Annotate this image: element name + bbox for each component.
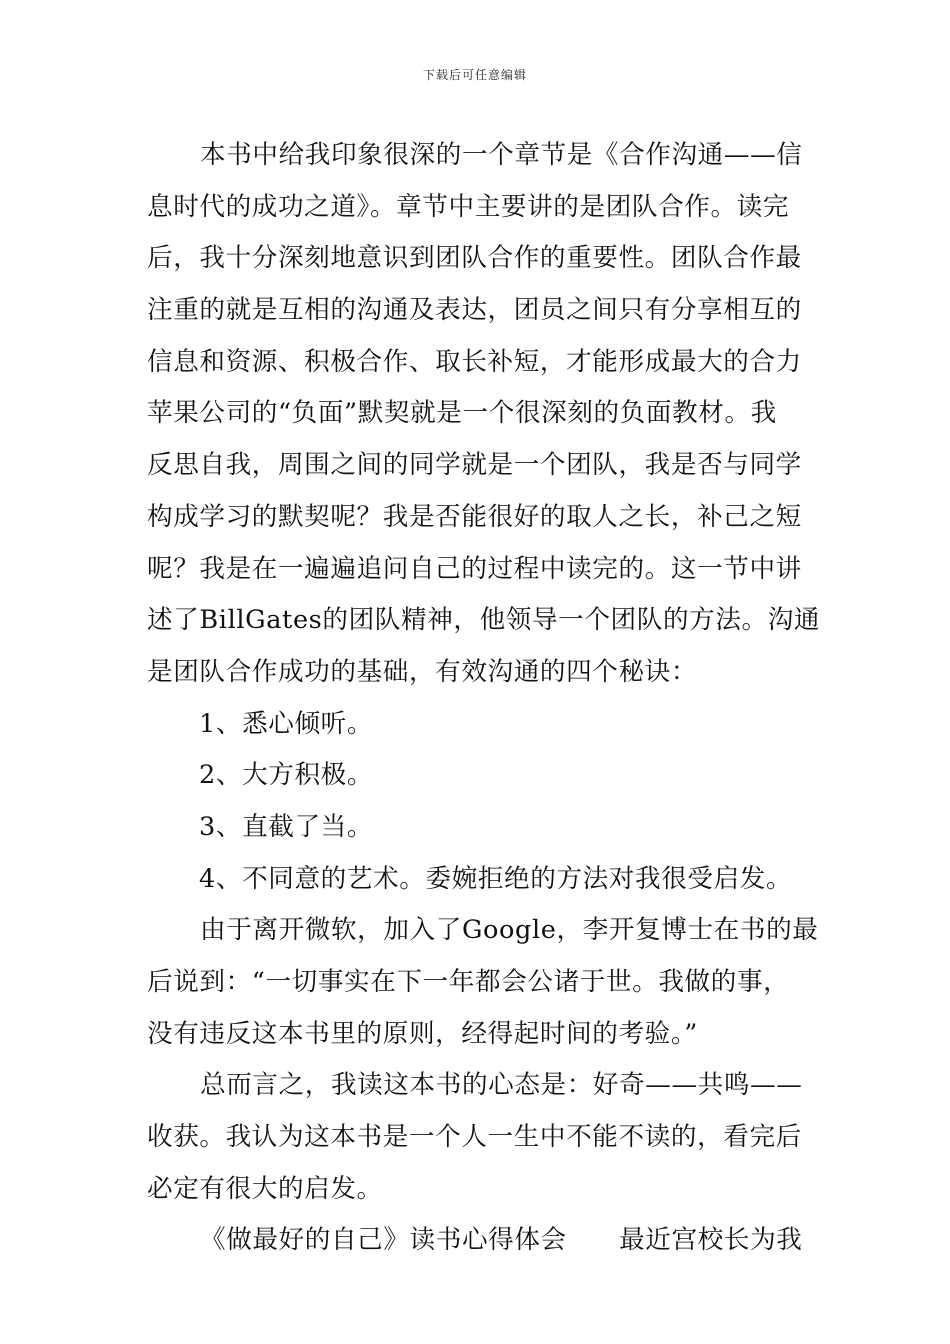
paragraph-line: 注重的就是互相的沟通及表达，团员之间只有分享相互的 <box>147 295 802 326</box>
list-item: 1、悉心倾听。 <box>199 708 374 739</box>
paragraph-line: 本书中给我印象很深的一个章节是《合作沟通——信 <box>200 140 803 170</box>
document-body <box>147 130 821 1267</box>
paragraph-line: 反思自我，周围之间的同学就是一个团队，我是否与同学 <box>147 450 802 481</box>
paragraph-line: 息时代的成功之道》。章节中主要讲的是团队合作。读完 <box>147 191 790 222</box>
paragraph-line: 信息和资源、积极合作、取长补短，才能形成最大的合力 <box>147 346 802 377</box>
paragraph-line: 后，我十分深刻地意识到团队合作的重要性。团队合作最 <box>147 243 802 274</box>
paragraph-line: 由于离开微软，加入了Google，李开复博士在书的最 <box>200 915 819 946</box>
paragraph-line: 是团队合作成功的基础，有效沟通的四个秘诀： <box>147 656 698 687</box>
list-item: 4、不同意的艺术。委婉拒绝的方法对我很受启发。 <box>199 863 793 894</box>
paragraph-line: 《做最好的自己》读书心得体会 最近宫校长为我 <box>200 1225 803 1256</box>
paragraph-line: 苹果公司的“负面”默契就是一个很深刻的负面教材。我 <box>147 398 777 429</box>
paragraph-line: 呢？我是在一遍遍追问自己的过程中读完的。这一节中讲 <box>147 553 802 584</box>
paragraph-line: 必定有很大的启发。 <box>147 1173 383 1204</box>
page-header: 下载后可任意编辑 <box>422 68 527 82</box>
paragraph-line: 后说到：“一切事实在下一年都会公诸于世。我做的事， <box>147 967 790 997</box>
paragraph-line: 总而言之，我读这本书的心态是：好奇——共鸣—— <box>200 1070 803 1101</box>
paragraph-line: 构成学习的默契呢？我是否能很好的取人之长，补己之短 <box>147 501 802 532</box>
list-item: 3、直截了当。 <box>199 811 374 842</box>
paragraph-line: 没有违反这本书里的原则，经得起时间的考验。” <box>147 1018 698 1049</box>
list-item: 2、大方积极。 <box>199 760 374 791</box>
paragraph-line: 述了BillGates的团队精神，他领导一个团队的方法。沟通 <box>147 605 821 636</box>
paragraph-line: 收获。我认为这本书是一个人一生中不能不读的，看完后 <box>147 1122 802 1153</box>
